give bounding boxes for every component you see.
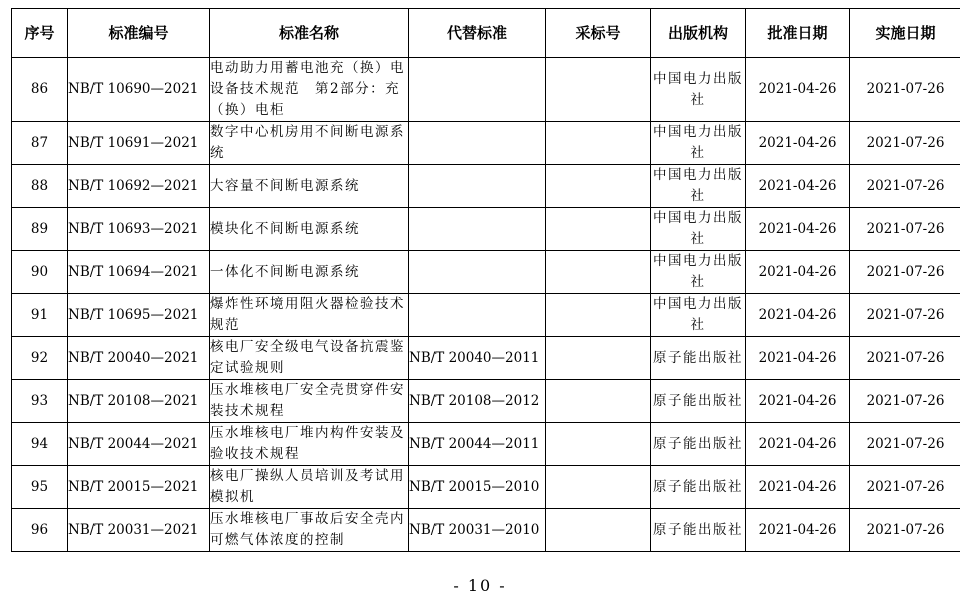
cell-no: 86 [12,58,68,122]
cell-publisher: 中国电力出版社 [651,208,746,251]
header-replace: 代替标准 [409,9,546,58]
cell-no: 94 [12,423,68,466]
cell-implement-date: 2021-07-26 [850,423,960,466]
header-no: 序号 [12,9,68,58]
cell-name: 一体化不间断电源系统 [210,251,409,294]
cell-replace [409,58,546,122]
cell-publisher: 原子能出版社 [651,337,746,380]
cell-no: 92 [12,337,68,380]
cell-adopt [546,165,651,208]
cell-no: 90 [12,251,68,294]
cell-replace: NB/T 20108—2012 [409,380,546,423]
cell-approve-date: 2021-04-26 [746,294,850,337]
cell-publisher: 中国电力出版社 [651,294,746,337]
table-row [12,208,960,251]
header-implement-date: 实施日期 [850,9,960,58]
cell-approve-date: 2021-04-26 [746,251,850,294]
header-name: 标准名称 [210,9,409,58]
cell-name: 压水堆核电厂事故后安全壳内可燃气体浓度的控制 [210,509,409,552]
cell-publisher: 原子能出版社 [651,466,746,509]
cell-approve-date: 2021-04-26 [746,423,850,466]
cell-approve-date: 2021-04-26 [746,58,850,122]
cell-adopt [546,380,651,423]
cell-adopt [546,208,651,251]
cell-no: 96 [12,509,68,552]
cell-code: NB/T 10690—2021 [68,58,210,122]
cell-publisher: 中国电力出版社 [651,122,746,165]
table-row [12,423,960,466]
cell-replace [409,208,546,251]
cell-replace: NB/T 20015—2010 [409,466,546,509]
cell-implement-date: 2021-07-26 [850,122,960,165]
cell-implement-date: 2021-07-26 [850,509,960,552]
cell-approve-date: 2021-04-26 [746,165,850,208]
header-code: 标准编号 [68,9,210,58]
cell-implement-date: 2021-07-26 [850,466,960,509]
cell-approve-date: 2021-04-26 [746,337,850,380]
cell-code: NB/T 20044—2021 [68,423,210,466]
cell-name: 压水堆核电厂堆内构件安装及验收技术规程 [210,423,409,466]
cell-approve-date: 2021-04-26 [746,466,850,509]
table-row [12,122,960,165]
cell-adopt [546,423,651,466]
cell-implement-date: 2021-07-26 [850,251,960,294]
cell-publisher: 原子能出版社 [651,380,746,423]
cell-no: 87 [12,122,68,165]
cell-code: NB/T 10694—2021 [68,251,210,294]
table-row [12,58,960,122]
cell-replace [409,122,546,165]
cell-publisher: 原子能出版社 [651,509,746,552]
cell-approve-date: 2021-04-26 [746,208,850,251]
cell-name: 模块化不间断电源系统 [210,208,409,251]
cell-code: NB/T 20108—2021 [68,380,210,423]
header-approve-date: 批准日期 [746,9,850,58]
cell-adopt [546,337,651,380]
cell-publisher: 中国电力出版社 [651,251,746,294]
cell-name: 核电厂操纵人员培训及考试用模拟机 [210,466,409,509]
cell-publisher: 原子能出版社 [651,423,746,466]
cell-code: NB/T 20015—2021 [68,466,210,509]
cell-implement-date: 2021-07-26 [850,294,960,337]
cell-name: 电动助力用蓄电池充（换）电设备技术规范 第2部分：充（换）电柜 [210,58,409,122]
cell-replace: NB/T 20040—2011 [409,337,546,380]
cell-replace [409,294,546,337]
cell-code: NB/T 10695—2021 [68,294,210,337]
cell-code: NB/T 10692—2021 [68,165,210,208]
cell-name: 压水堆核电厂安全壳贯穿件安装技术规程 [210,380,409,423]
cell-implement-date: 2021-07-26 [850,380,960,423]
table-row [12,466,960,509]
cell-adopt [546,509,651,552]
cell-approve-date: 2021-04-26 [746,122,850,165]
table-row [12,165,960,208]
cell-code: NB/T 20031—2021 [68,509,210,552]
cell-name: 爆炸性环境用阻火器检验技术规范 [210,294,409,337]
header-adopt: 采标号 [546,9,651,58]
cell-replace: NB/T 20044—2011 [409,423,546,466]
cell-no: 93 [12,380,68,423]
header-row [12,9,960,58]
cell-approve-date: 2021-04-26 [746,509,850,552]
cell-adopt [546,58,651,122]
cell-implement-date: 2021-07-26 [850,208,960,251]
cell-implement-date: 2021-07-26 [850,337,960,380]
header-publisher: 出版机构 [651,9,746,58]
cell-name: 数字中心机房用不间断电源系统 [210,122,409,165]
cell-adopt [546,466,651,509]
table-row [12,337,960,380]
cell-implement-date: 2021-07-26 [850,58,960,122]
page-number: - 10 - [453,576,507,595]
cell-code: NB/T 20040—2021 [68,337,210,380]
cell-publisher: 中国电力出版社 [651,165,746,208]
cell-name: 核电厂安全级电气设备抗震鉴定试验规则 [210,337,409,380]
cell-code: NB/T 10691—2021 [68,122,210,165]
cell-code: NB/T 10693—2021 [68,208,210,251]
table-row [12,380,960,423]
cell-replace: NB/T 20031—2010 [409,509,546,552]
cell-approve-date: 2021-04-26 [746,380,850,423]
cell-adopt [546,251,651,294]
cell-no: 89 [12,208,68,251]
standards-table [11,8,960,552]
cell-publisher: 中国电力出版社 [651,58,746,122]
cell-replace [409,165,546,208]
table-row [12,251,960,294]
cell-no: 91 [12,294,68,337]
cell-implement-date: 2021-07-26 [850,165,960,208]
cell-adopt [546,122,651,165]
table-row [12,509,960,552]
table-row [12,294,960,337]
cell-replace [409,251,546,294]
cell-no: 95 [12,466,68,509]
cell-no: 88 [12,165,68,208]
cell-name: 大容量不间断电源系统 [210,165,409,208]
cell-adopt [546,294,651,337]
